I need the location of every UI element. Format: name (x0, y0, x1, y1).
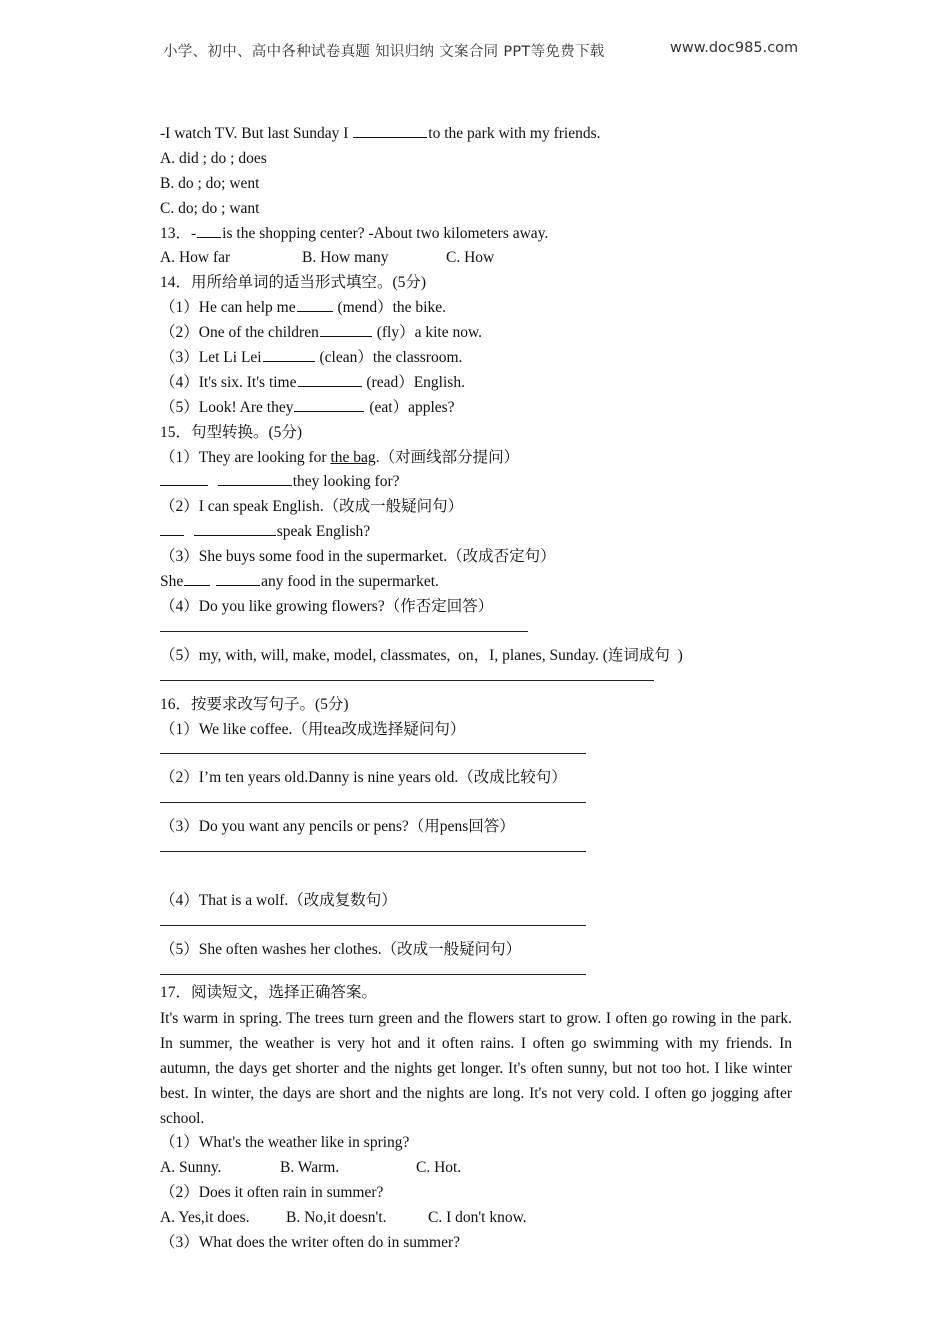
q15-item-text: They are looking for (198, 448, 331, 466)
q15-item-1 (160, 446, 792, 471)
q14-title: 14．用所给单词的适当形式填空。(5分) (160, 274, 427, 292)
q14-blank-4[interactable] (298, 371, 362, 387)
q15-item-5: （5）my, with, will, make, model, classmates, on，I, planes, Sunday. (连词成句 ) (160, 646, 683, 664)
q13-suffix: is the shopping center? -About two kilometers away. (222, 224, 549, 242)
q16-item-1: （1）We like coffee.（用tea改成选择疑问句） (160, 720, 466, 738)
q15-blank[interactable] (216, 570, 260, 586)
q14-item-1 (160, 296, 792, 321)
q15-underlined-phrase: the bag (330, 448, 376, 466)
q17-title: 17．阅读短文，选择正确答案。 (160, 984, 378, 1002)
q17-q1-option-a[interactable]: A. Sunny. (160, 1158, 222, 1176)
q12-stem (160, 122, 792, 147)
q15-answer-text: She (160, 573, 184, 591)
q14-item-num: （1） (160, 299, 199, 317)
q14-blank-3[interactable] (263, 346, 315, 362)
q17-q1-option-b[interactable]: B. Warm. (280, 1158, 340, 1176)
q13-blank[interactable] (197, 222, 221, 238)
q17-q2-option-b[interactable]: B. No,it doesn't. (286, 1208, 387, 1226)
q12-blank[interactable] (353, 122, 427, 138)
q14-item-4 (160, 371, 792, 396)
q17-question-1: （1）What's the weather like in spring? (160, 1133, 410, 1151)
q17-q1-option-c[interactable]: C. Hot. (416, 1158, 462, 1176)
page-header (163, 40, 803, 62)
q15-answer-text: speak English? (276, 523, 371, 541)
q14-item-hint: (clean）the classroom. (315, 349, 463, 367)
q15-blank[interactable] (184, 570, 210, 586)
q15-blank[interactable] (160, 520, 184, 536)
header-slogan: 小学、初中、高中各种试卷真题 知识归纳 文案合同 PPT等免费下载 (163, 44, 605, 60)
q12-option-b[interactable]: B. do ; do; went (160, 174, 260, 192)
q14-item-2 (160, 321, 792, 346)
q14-item-hint: (mend）the bike. (333, 299, 446, 317)
q14-item-5 (160, 396, 792, 421)
q16-item-2: （2）I’m ten years old.Danny is nine years old.（改成比较句） (160, 769, 567, 787)
q14-item-num: （5） (160, 398, 199, 416)
q13-stem (160, 222, 792, 247)
q16-item-4: （4）That is a wolf.（改成复数句） (160, 892, 397, 910)
q17-passage: It's warm in spring. The trees turn green and the flowers start to grow. I often go rowing in the park. In summer, the weather is very hot and it often rains. I often go swimming with my friends. In autumn, the days get shorter and the nights get longer. It's often sunny, but not too hot. I like winter best. In winter, the days are short and the nights are long. It's not very cold. I often go jogging after school. (160, 1009, 792, 1127)
q14-item-3 (160, 346, 792, 371)
q15-item-instruction: .（对画线部分提问） (375, 448, 520, 466)
q12-prefix: -I watch TV. But last Sunday I (160, 125, 353, 142)
q15-answer-text: any food in the supermarket. (261, 573, 439, 591)
q12-option-a[interactable]: A. did ; do ; does (160, 149, 267, 167)
q13-options (160, 246, 792, 271)
q15-answer-1 (160, 470, 792, 495)
q14-item-num: （4） (160, 373, 199, 391)
q14-item-text: Look! Are they (198, 398, 294, 416)
q15-item-2: （2）I can speak English.（改成一般疑问句） (160, 498, 464, 516)
q14-item-hint: (fly）a kite now. (372, 324, 483, 342)
exam-content (160, 122, 792, 1255)
q14-blank-5[interactable] (294, 396, 364, 412)
q14-item-hint: (eat）apples? (365, 398, 455, 416)
header-url[interactable]: www.doc985.com (670, 40, 799, 56)
q17-q2-option-a[interactable]: A. Yes,it does. (160, 1208, 250, 1226)
q12-option-c[interactable]: C. do; do ; want (160, 199, 260, 217)
q17-question-3: （3）What does the writer often do in summer? (160, 1233, 461, 1251)
q15-blank[interactable] (218, 470, 292, 486)
q16-item-5: （5）She often washes her clothes.（改成一般疑问句） (160, 941, 522, 959)
q14-item-text: He can help me (198, 299, 296, 317)
q14-item-num: （3） (160, 349, 199, 367)
q14-item-text: It's six. It's time (198, 373, 297, 391)
q15-answer-3 (160, 570, 792, 595)
q13-option-c[interactable]: C. How (446, 249, 495, 267)
q14-item-hint: (read）English. (362, 373, 465, 391)
q16-title: 16．按要求改写句子。(5分) (160, 695, 349, 713)
q16-item-3: （3）Do you want any pencils or pens?（用pens回答） (160, 818, 515, 836)
q15-answer-2 (160, 520, 792, 545)
q17-question-2: （2）Does it often rain in summer? (160, 1183, 384, 1201)
q15-blank[interactable] (160, 470, 208, 486)
q14-blank-1[interactable] (297, 296, 333, 312)
q15-item-num: （1） (160, 448, 199, 466)
q14-blank-2[interactable] (320, 321, 372, 337)
q14-item-text: Let Li Lei (198, 349, 262, 367)
q17-options-1 (160, 1156, 792, 1181)
q13-option-b[interactable]: B. How many (302, 249, 389, 267)
q14-item-text: One of the children (198, 324, 319, 342)
q13-option-a[interactable]: A. How far (160, 249, 231, 267)
q12-suffix: to the park with my friends. (428, 125, 601, 142)
q15-item-4: （4）Do you like growing flowers?（作否定回答） (160, 597, 494, 615)
q14-item-num: （2） (160, 324, 199, 342)
q13-prefix: 13．- (160, 224, 197, 242)
q17-q2-option-c[interactable]: C. I don't know. (428, 1208, 527, 1226)
q15-title: 15．句型转换。(5分) (160, 423, 303, 441)
q15-item-3: （3）She buys some food in the supermarket.（改成否定句） (160, 548, 556, 566)
q15-answer-text: they looking for? (292, 473, 400, 491)
q15-blank[interactable] (194, 520, 276, 536)
q17-options-2 (160, 1206, 792, 1231)
